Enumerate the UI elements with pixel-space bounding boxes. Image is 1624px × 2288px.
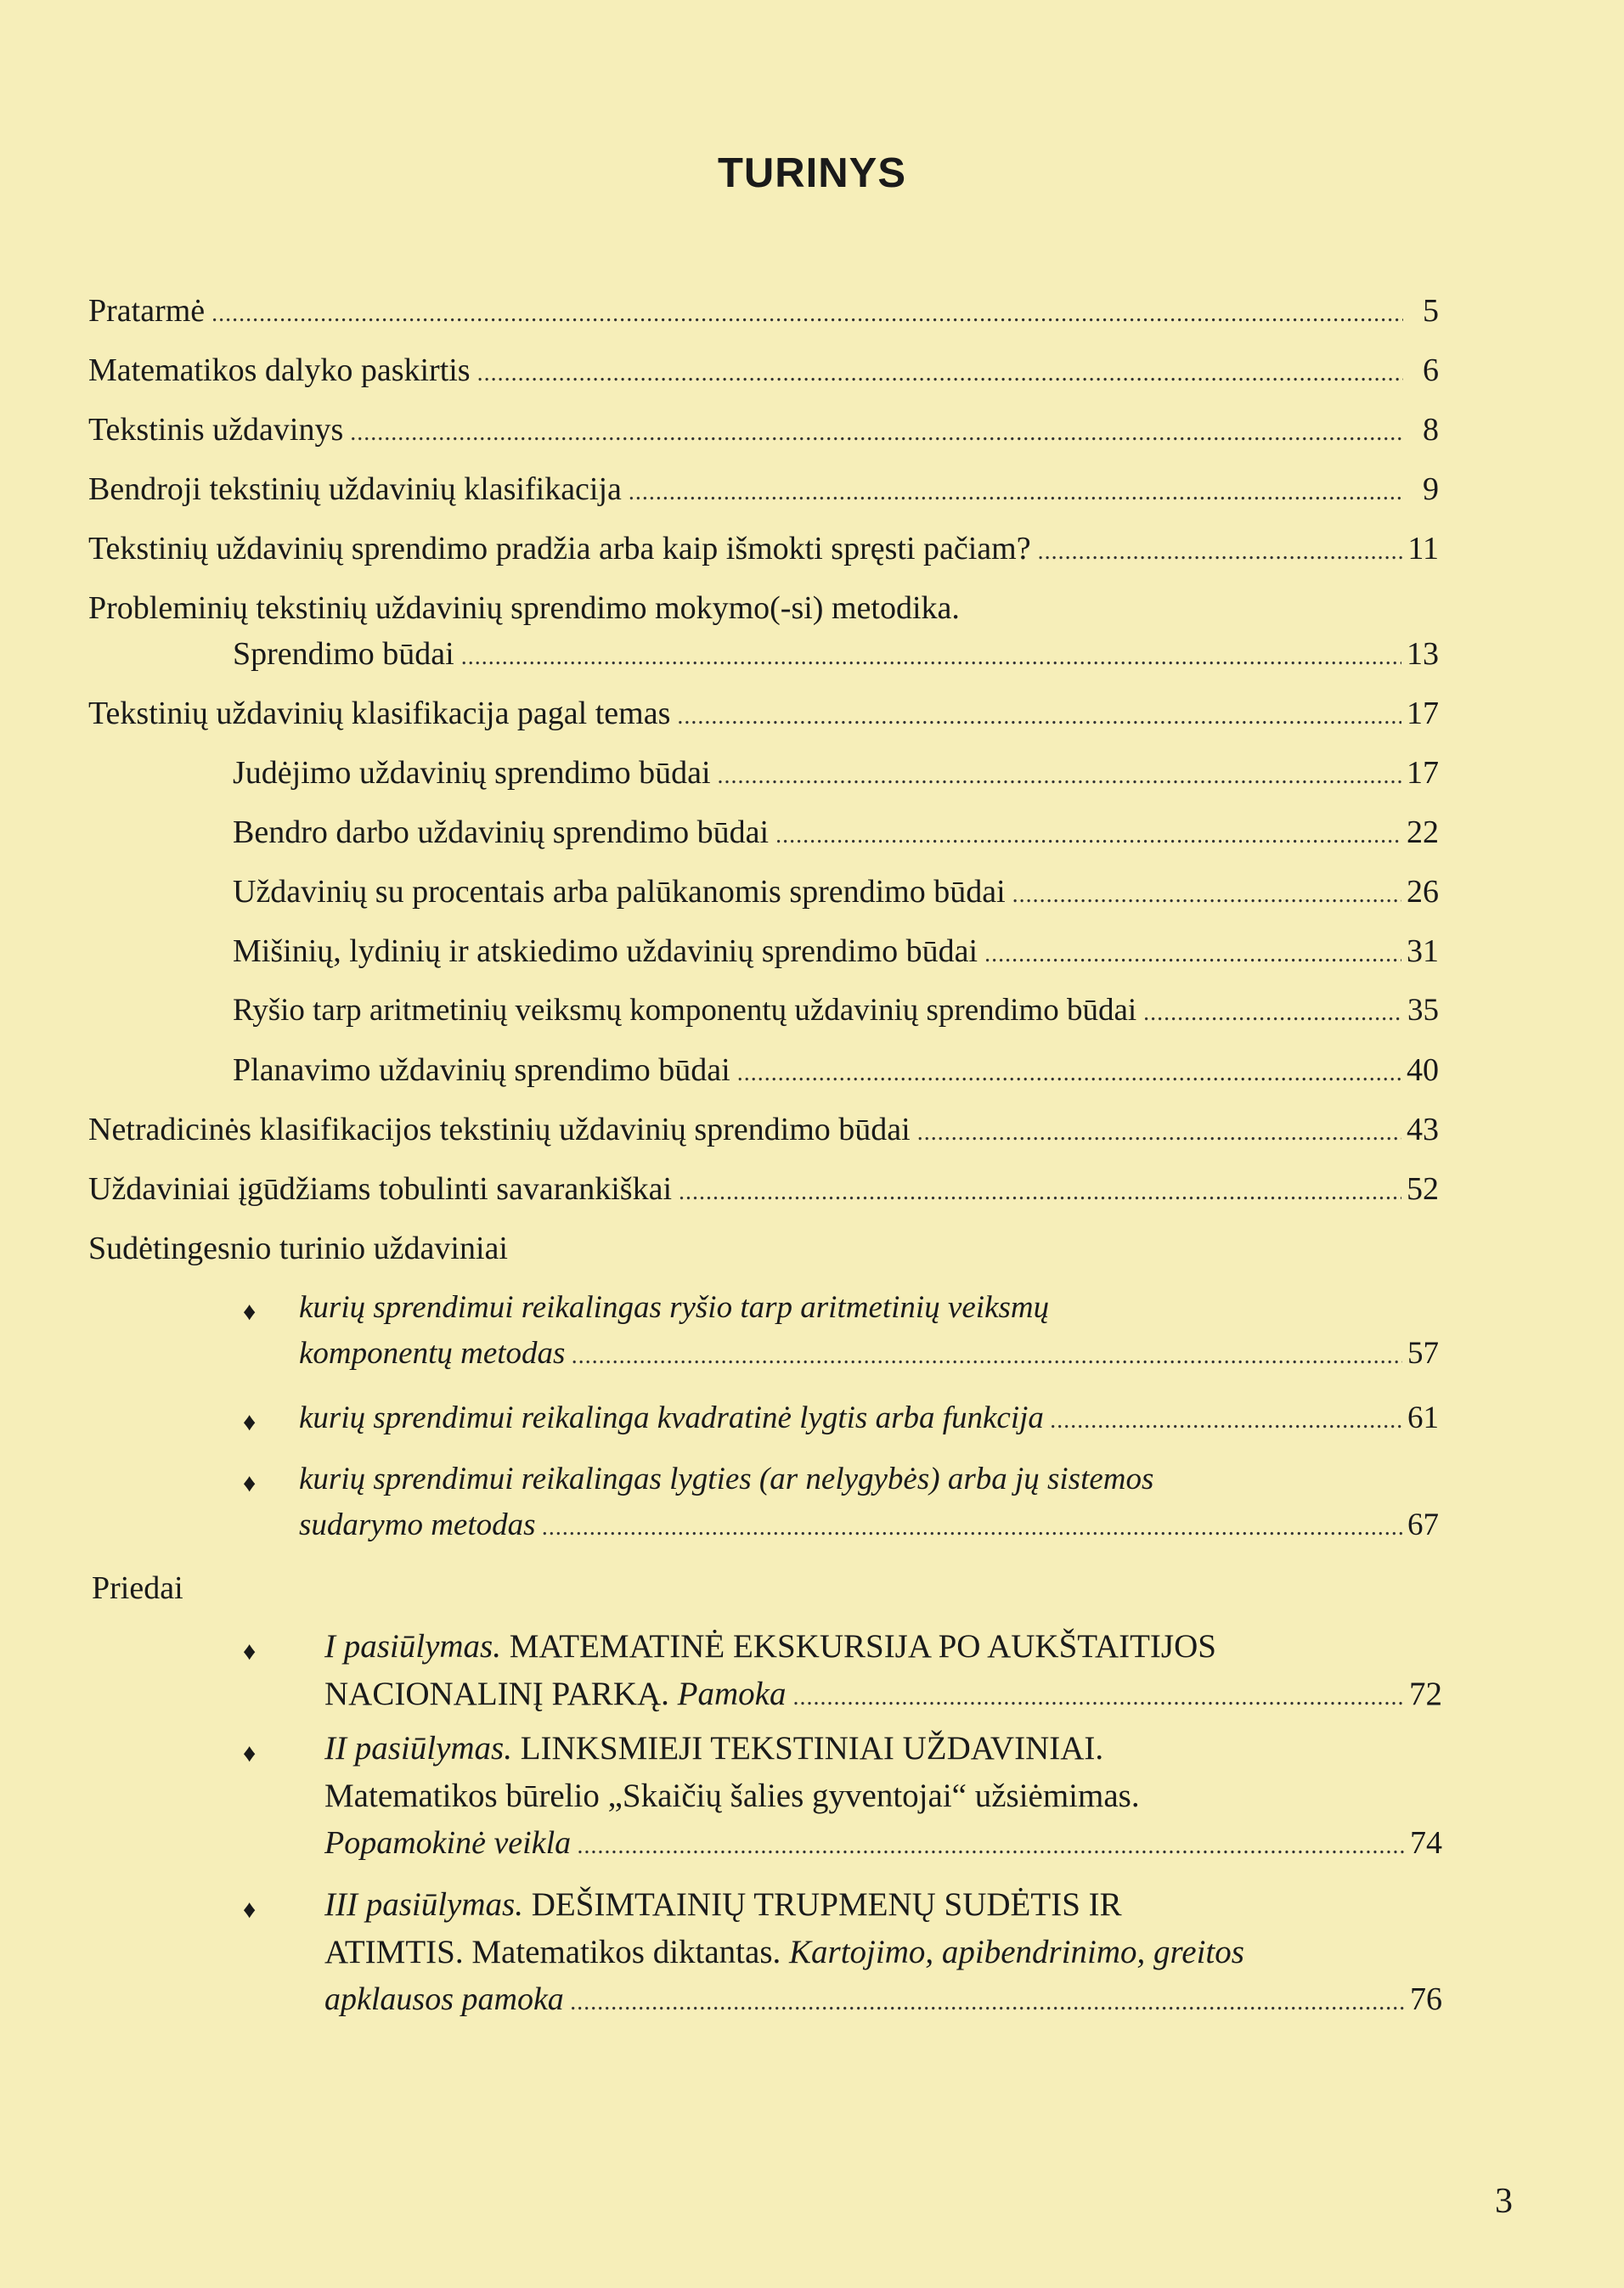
toc-entry-text: kurių sprendimui reikalinga kvadratinė lygtis arba funkcija — [299, 1400, 1044, 1435]
toc-entry-text: Pratarmė — [88, 293, 206, 329]
toc-entry-text: Tekstinis uždavinys — [88, 412, 344, 448]
toc-entry-page: 17 — [1407, 755, 1439, 791]
leader-dots — [1051, 1407, 1402, 1434]
toc-entry-page: 57 — [1407, 1336, 1439, 1371]
leader-dots — [792, 1684, 1404, 1711]
toc-entry — [324, 1824, 1442, 1862]
toc-entry-text-line1 — [324, 1627, 1216, 1665]
toc-entry — [324, 1675, 1442, 1713]
toc-entry-text: Mišinių, lydinių ir atskiedimo uždavinių sprendimo būdai — [233, 933, 978, 969]
leader-dots — [917, 1119, 1401, 1147]
toc-entry — [233, 873, 1439, 910]
diamond-bullet-icon: ♦ — [243, 1739, 257, 1767]
leader-dots — [677, 703, 1401, 730]
toc-entry-text-line1 — [324, 1885, 1122, 1924]
toc-entry-text: Netradicinės klasifikacijos tekstinių uždavinių sprendimo būdai — [88, 1112, 911, 1147]
toc-entry-text: Ryšio tarp aritmetinių veiksmų komponentų uždavinių sprendimo būdai — [233, 993, 1137, 1028]
diamond-bullet-icon: ♦ — [243, 1408, 257, 1436]
toc-entry — [233, 754, 1439, 792]
toc-entry — [299, 1335, 1439, 1372]
leader-dots — [718, 763, 1401, 790]
leader-dots — [477, 360, 1403, 387]
proposal-title-cont: NACIONALINĮ PARKĄ. — [324, 1676, 669, 1712]
toc-entry-text: Matematikos dalyko paskirtis — [88, 352, 471, 388]
toc-entry-page: 67 — [1407, 1507, 1439, 1542]
toc-entry-page: 17 — [1407, 696, 1439, 731]
toc-entry-text: Popamokinė veikla — [324, 1825, 572, 1861]
diamond-bullet-icon: ♦ — [243, 1896, 257, 1924]
toc-entry — [88, 352, 1439, 389]
toc-entry — [299, 1507, 1439, 1543]
leader-dots — [211, 301, 1403, 328]
toc-entry — [324, 1981, 1442, 2018]
leader-dots — [775, 822, 1401, 849]
diamond-bullet-icon: ♦ — [243, 1298, 257, 1326]
leader-dots — [679, 1179, 1401, 1206]
toc-entry — [88, 1111, 1439, 1148]
toc-entry — [88, 471, 1439, 508]
leader-dots — [543, 1514, 1402, 1541]
toc-entry-text-line1: Probleminių tekstinių uždavinių sprendimo mokymo(-si) metodika. — [88, 590, 960, 626]
leader-dots — [629, 479, 1403, 506]
toc-entry — [88, 411, 1439, 448]
toc-entry-page: 11 — [1407, 531, 1439, 566]
toc-entry-text: Uždaviniai įgūdžiams tobulinti savarankiškai — [88, 1171, 673, 1207]
toc-entry-text: komponentų metodas — [299, 1336, 566, 1371]
toc-entry-text — [324, 1675, 786, 1713]
toc-entry-page: 43 — [1407, 1112, 1439, 1147]
toc-entry-text-line2 — [324, 1933, 1244, 1971]
toc-entry-text: apklausos pamoka — [324, 1981, 564, 2017]
toc-entry-text-line1: kurių sprendimui reikalingas lygties (ar nelygybės) arba jų sistemos — [299, 1462, 1154, 1496]
page-title: TURINYS — [717, 150, 907, 196]
leader-dots — [571, 1989, 1405, 2016]
toc-entry-page: 35 — [1407, 993, 1439, 1028]
toc-entry — [233, 814, 1439, 851]
proposal-label: II pasiūlymas. — [324, 1730, 512, 1767]
toc-entry-page: 52 — [1407, 1171, 1439, 1207]
diamond-bullet-icon: ♦ — [243, 1637, 257, 1665]
proposal-label: I pasiūlymas. — [324, 1628, 501, 1665]
toc-entry-text: Judėjimo uždavinių sprendimo būdai — [233, 755, 711, 791]
toc-entry-page: 72 — [1409, 1676, 1442, 1712]
toc-entry — [88, 695, 1439, 732]
toc-entry-text: Tekstinių uždavinių klasifikacija pagal temas — [88, 696, 671, 731]
toc-entry — [88, 1170, 1439, 1208]
toc-entry — [233, 933, 1439, 970]
toc-entry-text: Sprendimo būdai — [233, 636, 454, 672]
toc-entry-page: 5 — [1423, 293, 1439, 329]
leader-dots — [1012, 882, 1401, 909]
toc-entry-page: 61 — [1407, 1400, 1439, 1435]
toc-entry-page: 74 — [1410, 1825, 1442, 1861]
toc-entry-text: Planavimo uždavinių sprendimo būdai — [233, 1052, 730, 1088]
toc-entry — [88, 530, 1439, 567]
toc-section-heading: Sudėtingesnio turinio uždaviniai — [88, 1231, 508, 1266]
leader-dots — [984, 941, 1401, 968]
proposal-type: Kartojimo, apibendrinimo, greitos — [781, 1934, 1244, 1970]
toc-entry-page: 40 — [1407, 1052, 1439, 1088]
leader-dots — [572, 1343, 1402, 1370]
toc-entry-page: 76 — [1410, 1981, 1442, 2017]
toc-entry-page: 31 — [1407, 933, 1439, 969]
toc-entry — [233, 1051, 1439, 1089]
diamond-bullet-icon: ♦ — [243, 1469, 257, 1497]
proposal-title-cont: ATIMTIS. Matematikos diktantas. — [324, 1934, 781, 1970]
toc-entry — [88, 292, 1439, 330]
leader-dots — [1143, 1000, 1402, 1027]
proposal-title: MATEMATINĖ EKSKURSIJA PO AUKŠTAITIJOS — [501, 1628, 1216, 1665]
proposal-title: LINKSMIEJI TEKSTINIAI UŽDAVINIAI. — [511, 1730, 1104, 1767]
toc-entry-page: 8 — [1423, 412, 1439, 448]
toc-entry — [299, 1400, 1439, 1436]
proposal-label: III pasiūlymas. — [324, 1886, 523, 1923]
toc-entry-text: Tekstinių uždavinių sprendimo pradžia arba kaip išmokti spręsti pačiam? — [88, 531, 1031, 566]
toc-entry-text-line1 — [324, 1729, 1103, 1767]
toc-entry-page: 9 — [1423, 471, 1439, 507]
toc-entry-text-line1: kurių sprendimui reikalingas ryšio tarp aritmetinių veiksmų — [299, 1290, 1050, 1325]
leader-dots — [461, 644, 1401, 671]
toc-entry-page: 26 — [1407, 874, 1439, 910]
proposal-type: Pamoka — [668, 1676, 787, 1712]
page-number: 3 — [1495, 2182, 1513, 2221]
toc-entry-text: Bendroji tekstinių uždavinių klasifikacija — [88, 471, 622, 507]
toc-entry-text-line2: Matematikos būrelio „Skaičių šalies gyventojai“ užsiėmimas. — [324, 1778, 1140, 1814]
leader-dots — [578, 1833, 1405, 1860]
leader-dots — [737, 1060, 1401, 1087]
toc-entry — [233, 992, 1439, 1028]
toc-entry-text: Bendro darbo uždavinių sprendimo būdai — [233, 814, 770, 850]
leader-dots — [350, 420, 1403, 447]
leader-dots — [1038, 538, 1403, 566]
proposal-title: DEŠIMTAINIŲ TRUPMENŲ SUDĖTIS IR — [522, 1886, 1122, 1923]
toc-entry-page: 13 — [1407, 636, 1439, 672]
toc-entry — [233, 635, 1439, 673]
toc-entry-text: sudarymo metodas — [299, 1507, 536, 1542]
toc-section-heading: Priedai — [92, 1570, 183, 1606]
toc-entry-text: Uždavinių su procentais arba palūkanomis sprendimo būdai — [233, 874, 1006, 910]
toc-entry-page: 6 — [1423, 352, 1439, 388]
toc-entry-page: 22 — [1407, 814, 1439, 850]
